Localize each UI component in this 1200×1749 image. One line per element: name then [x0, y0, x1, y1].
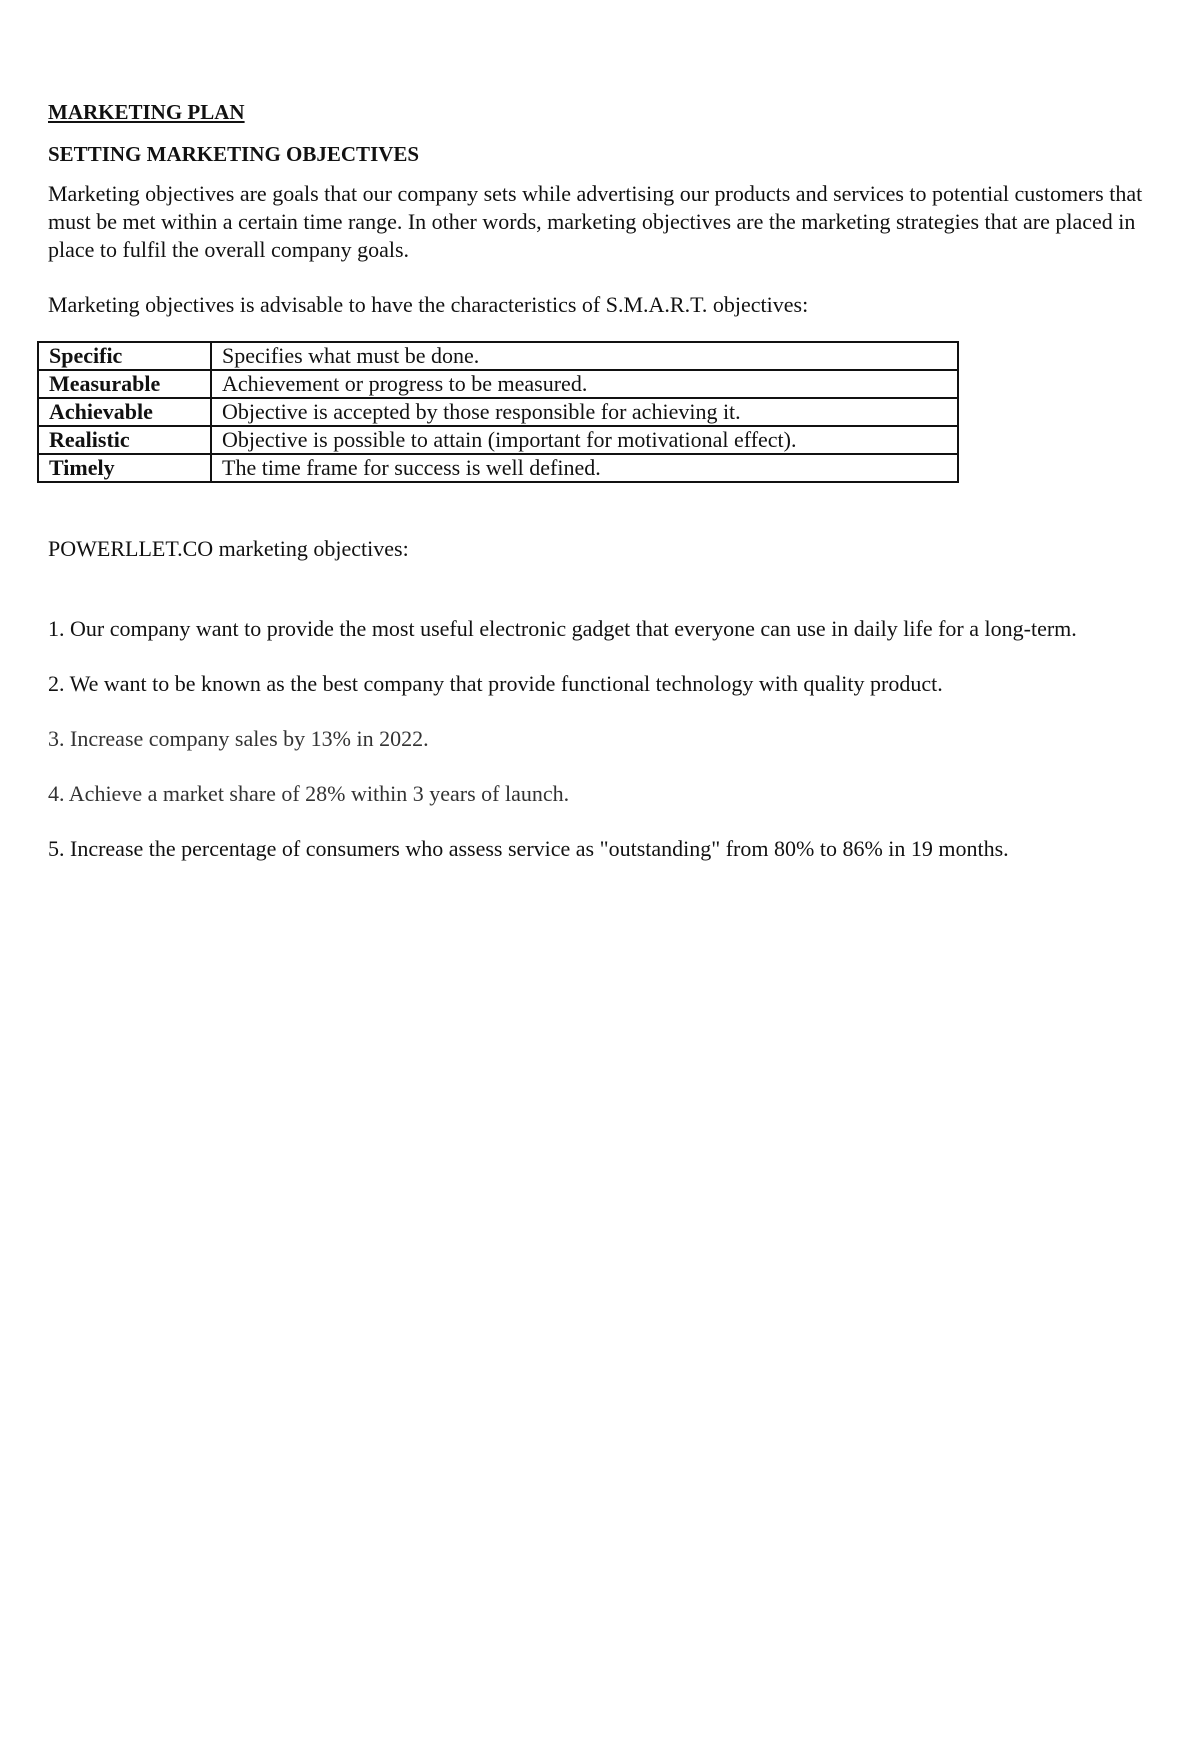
objective-item: 4. Achieve a market share of 28% within 3 years of launch. [48, 781, 570, 806]
smart-description: Specifies what must be done. [211, 342, 958, 370]
smart-description: Objective is possible to attain (important for motivational effect). [211, 426, 958, 454]
smart-table [37, 341, 959, 483]
smart-term: Achievable [38, 398, 211, 426]
smart-description: The time frame for success is well defined. [211, 454, 958, 482]
objective-item: 1. Our company want to provide the most useful electronic gadget that everyone can use in daily life for a long-term. [48, 616, 1077, 641]
document-content [48, 98, 1148, 890]
smart-term: Realistic [38, 426, 211, 454]
table-row [38, 454, 958, 482]
table-row [38, 370, 958, 398]
smart-description: Achievement or progress to be measured. [211, 370, 958, 398]
smart-intro-paragraph: Marketing objectives is advisable to have the characteristics of S.M.A.R.T. objectives: [48, 292, 809, 317]
table-row [38, 398, 958, 426]
table-row [38, 426, 958, 454]
document-title: MARKETING PLAN [48, 100, 245, 124]
smart-term: Measurable [38, 370, 211, 398]
smart-term: Specific [38, 342, 211, 370]
objective-item: 5. Increase the percentage of consumers who assess service as "outstanding" from 80% to 86% in 19 months. [48, 836, 1009, 861]
intro-paragraph: Marketing objectives are goals that our company sets while advertising our products and services to potential customers that must be met within a certain time range. In other words, marketing objectives are the marketing strategies that are placed in place to fulfil the overall company goals. [48, 181, 1143, 262]
section-heading: SETTING MARKETING OBJECTIVES [48, 142, 420, 166]
table-row [38, 342, 958, 370]
objective-item: 2. We want to be known as the best company that provide functional technology with quality product. [48, 671, 943, 696]
smart-term: Timely [38, 454, 211, 482]
objective-item: 3. Increase company sales by 13% in 2022. [48, 726, 429, 751]
objectives-intro: POWERLLET.CO marketing objectives: [48, 536, 409, 561]
smart-description: Objective is accepted by those responsible for achieving it. [211, 398, 958, 426]
